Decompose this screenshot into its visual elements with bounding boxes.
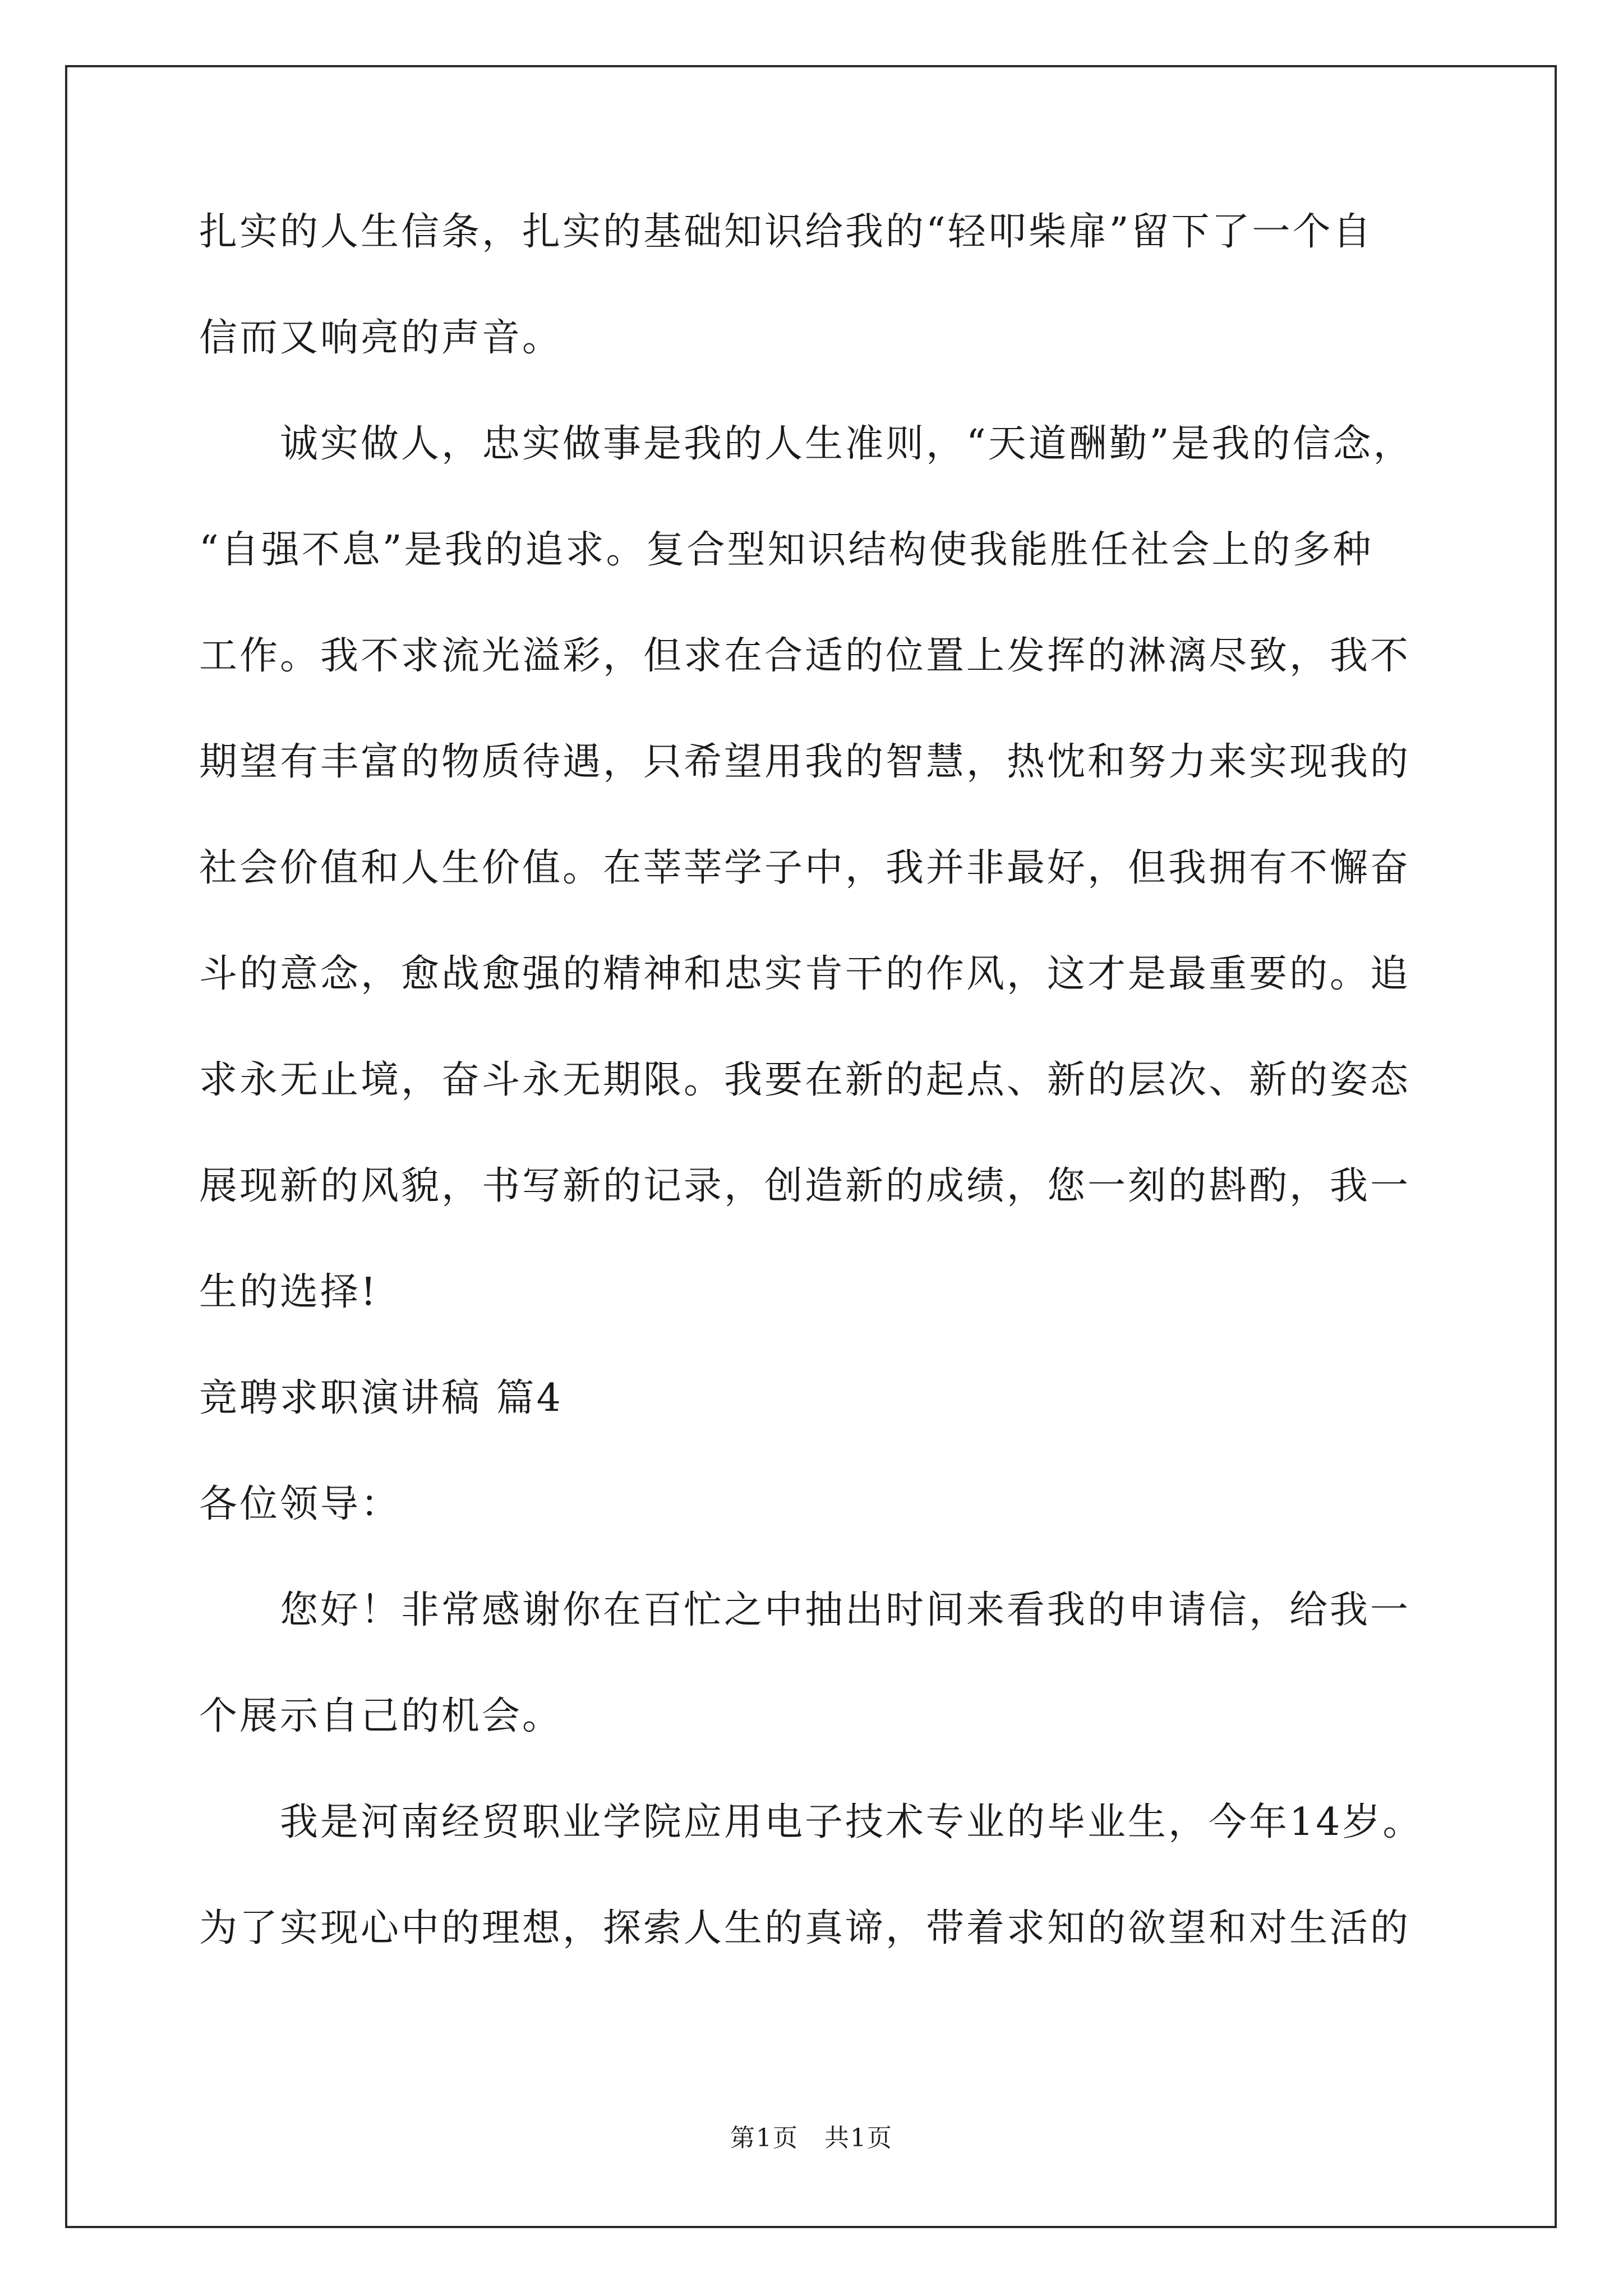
salutation: 各位领导： xyxy=(199,1482,402,1526)
text-line: 斗的意念，愈战愈强的精神和忠实肯干的作风，这才是最重要的。追 xyxy=(199,952,1411,996)
text-line: 生的选择! xyxy=(199,1270,379,1314)
section-heading: 竞聘求职演讲稿 篇4 xyxy=(199,1376,563,1420)
text-line: 求永无止境，奋斗永无期限。我要在新的起点、新的层次、新的姿态 xyxy=(199,1058,1411,1102)
text-line: 为了实现心中的理想，探索人生的真谛，带着求知的欲望和对生活的 xyxy=(199,1906,1411,1950)
text-line: 展现新的风貌，书写新的记录，创造新的成绩，您一刻的斟酌，我一 xyxy=(199,1164,1411,1208)
text-line: 诚实做人，忠实做事是我的人生准则，“天道酬勤”是我的信念， xyxy=(199,422,1414,466)
text-line: 社会价值和人生价值。在莘莘学子中，我并非最好，但我拥有不懈奋 xyxy=(199,846,1411,890)
document-body xyxy=(199,210,1444,2016)
text-line: 扎实的人生信条，扎实的基础知识给我的“轻叩柴扉”留下了一个自 xyxy=(199,210,1373,254)
text-line: “自强不息”是我的追求。复合型知识结构使我能胜任社会上的多种 xyxy=(199,528,1373,572)
page-number-footer: 第1页 共1页 xyxy=(730,2124,893,2152)
text-line: 期望有丰富的物质待遇，只希望用我的智慧，热忱和努力来实现我的 xyxy=(199,740,1411,784)
text-line: 信而又响亮的声音。 xyxy=(199,316,563,360)
text-line: 我是河南经贸职业学院应用电子技术专业的毕业生，今年14岁。 xyxy=(199,1800,1423,1844)
text-line: 个展示自己的机会。 xyxy=(199,1694,563,1738)
text-line: 工作。我不求流光溢彩，但求在合适的位置上发挥的淋漓尽致，我不 xyxy=(199,634,1411,678)
text-line: 您好！非常感谢你在百忙之中抽出时间来看我的申请信，给我一 xyxy=(199,1588,1411,1632)
